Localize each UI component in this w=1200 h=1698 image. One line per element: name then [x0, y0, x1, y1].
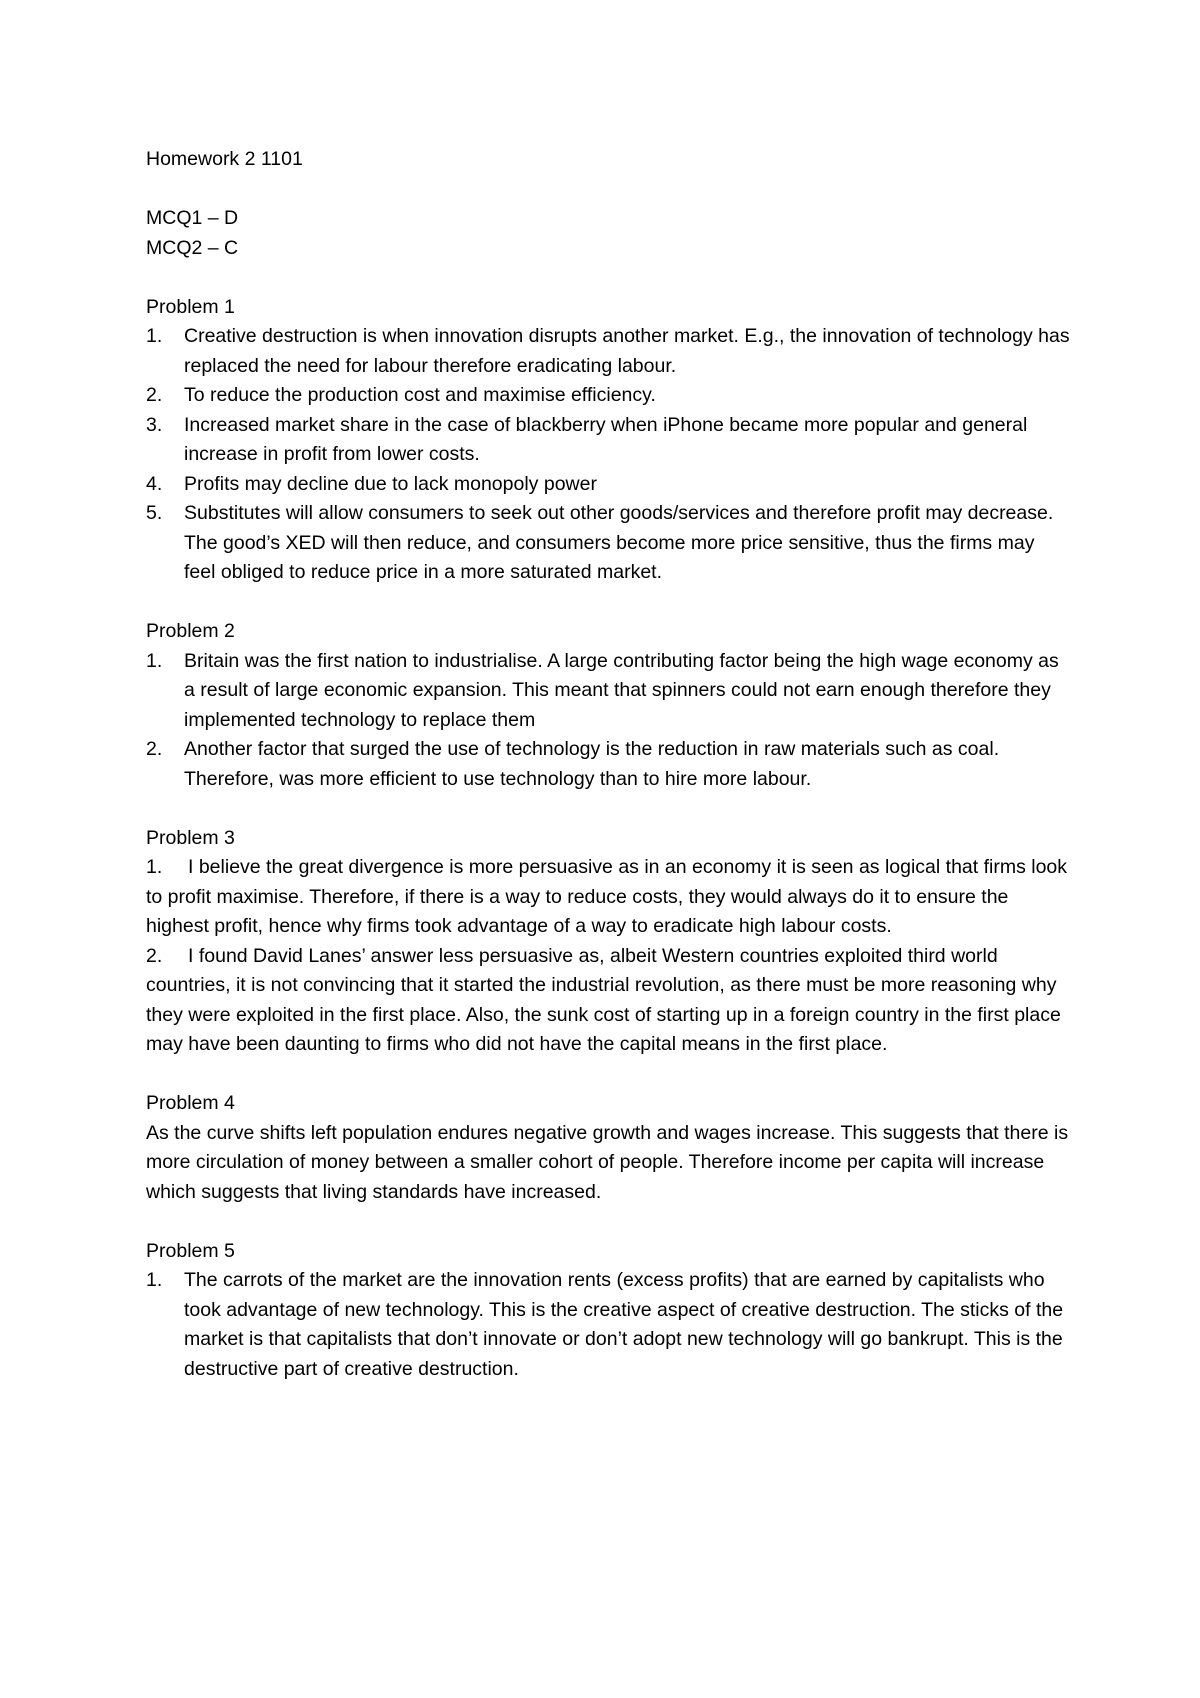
list-item: 2. Another factor that surged the use of technology is the reduction in raw materials such as coal. Therefore, was more efficient to use technology than to hire more labour. — [146, 738, 1000, 790]
problem-1-list — [146, 322, 1071, 588]
problem-4-paragraph: As the curve shifts left population endures negative growth and wages increase. This suggests that there is more circulation of money between a smaller cohort of people. Therefore income per capita will increase which suggests that living standards have increased. — [146, 1121, 1069, 1203]
problem-2-list — [146, 647, 1071, 795]
problem-1-heading: Problem 1 — [146, 295, 235, 318]
list-item: 1. The carrots of the market are the innovation rents (excess profits) that are earned by capitalists who took advantage of new technology. This is the creative aspect of creative destruction. The sticks of the market is that capitalists that don’t innovate or don’t adopt new technology will go bankrupt. This is the destructive part of creative destruction. — [146, 1269, 1064, 1380]
problem-3-heading: Problem 3 — [146, 826, 235, 849]
list-item: 4. Profits may decline due to lack monopoly power — [146, 472, 597, 495]
list-item: 1. Creative destruction is when innovation disrupts another market. E.g., the innovation of technology has replaced the need for labour therefore eradicating labour. — [146, 325, 1070, 377]
list-item: 3. Increased market share in the case of blackberry when iPhone became more popular and general increase in profit from lower costs. — [146, 413, 1028, 465]
problem-5-list — [146, 1266, 1071, 1384]
list-item: 2. To reduce the production cost and maximise efficiency. — [146, 384, 656, 406]
mcq-answer: MCQ2 – C — [146, 236, 239, 259]
mcq-answer: MCQ1 – D — [146, 207, 239, 229]
list-item: 5. Substitutes will allow consumers to seek out other goods/services and therefore profit may decrease. The good’s XED will then reduce, and consumers become more price sensitive, thus the firms may feel obliged to reduce price in a more saturated market. — [146, 502, 1054, 583]
problem-4-heading: Problem 4 — [146, 1092, 235, 1114]
document-title: Homework 2 1101 — [146, 148, 303, 170]
document-body — [146, 145, 1071, 1384]
problem-2-heading: Problem 2 — [146, 620, 235, 642]
list-item: 1. Britain was the first nation to industrialise. A large contributing factor being the high wage economy as a result of large economic expansion. This meant that spinners could not earn enough therefore they implemented technology to replace them — [146, 649, 1059, 731]
problem-5-heading: Problem 5 — [146, 1239, 235, 1262]
list-item: 1. I believe the great divergence is more persuasive as in an economy it is seen as logical that firms look to profit maximise. Therefore, if there is a way to reduce costs, they would always do it to ensure the highest profit, hence why firms took advantage of a way to eradicate high labour costs. — [146, 856, 1068, 937]
list-item: 2. I found David Lanes’ answer less persuasive as, albeit Western countries exploited third world countries, it is not convincing that it started the industrial revolution, as there must be more reasoning why they were exploited in the first place. Also, the sunk cost of starting up in a foreign country in the first place may have been daunting to firms who did not have the capital means in the first place. — [146, 944, 1061, 1055]
